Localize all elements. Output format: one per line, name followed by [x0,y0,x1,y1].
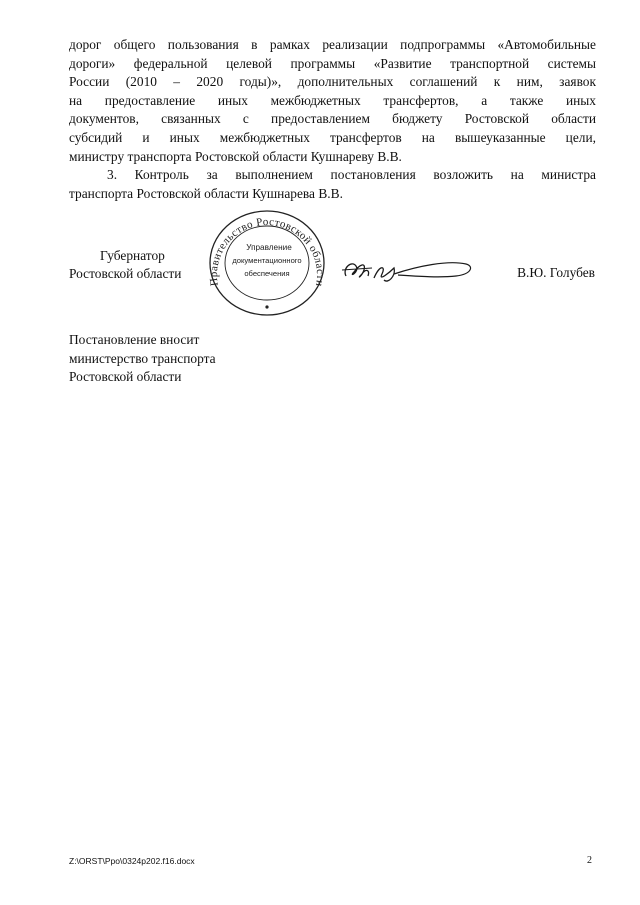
paragraph-1-line: дорог общего пользования в рамках реализации подпрограммы «Автомобильные [69,37,596,52]
governor-region: Ростовской области [69,266,182,281]
paragraph-2-line: транспорта Ростовской области Кушнарева В.В. [69,185,343,201]
submitted-by-note [69,331,216,387]
paragraph-1-line: дороги» федеральной целевой программы «Развитие транспортной системы [69,55,596,71]
note-line-1: Постановление вносит [69,332,200,347]
paragraph-2-line: 3. Контроль за выполнением постановления возложить на министра [107,167,596,182]
paragraph-1-line: России (2010 – 2020 годы)», дополнительных соглашений к ним, заявок [69,74,596,90]
paragraph-2 [69,166,596,203]
stamp-inner-line-2: документационного [232,256,302,265]
governor-title: Губернатор [100,248,165,263]
stamp-inner-line-3: обеспечения [244,269,290,278]
note-line-2: министерство транспорта [69,350,216,366]
stamp-outer-text: Правительство Ростовской области [207,215,327,288]
note-line-3: Ростовской области [69,369,182,385]
official-stamp [203,207,331,317]
paragraph-1 [69,36,596,166]
paragraph-1-line: на предоставление иных межбюджетных трансфертов, а также иных [69,92,596,108]
paragraph-1-line: документов, связанных с предоставлением бюджету Ростовской области [69,111,596,127]
paragraph-1-line: субсидий и иных межбюджетных трансфертов на вышеуказанные цели, [69,129,596,145]
governor-name: В.Ю. Голубев [517,265,595,280]
footer-page-number: 2 [587,855,592,866]
handwritten-signature [338,250,478,290]
paragraph-1-line: министру транспорта Ростовской области Кушнареву В.В. [69,148,402,164]
footer-file-path: Z:\ORST\Ppo\0324p202.f16.docx [69,856,195,866]
stamp-inner-line-1: Управление [246,243,292,252]
